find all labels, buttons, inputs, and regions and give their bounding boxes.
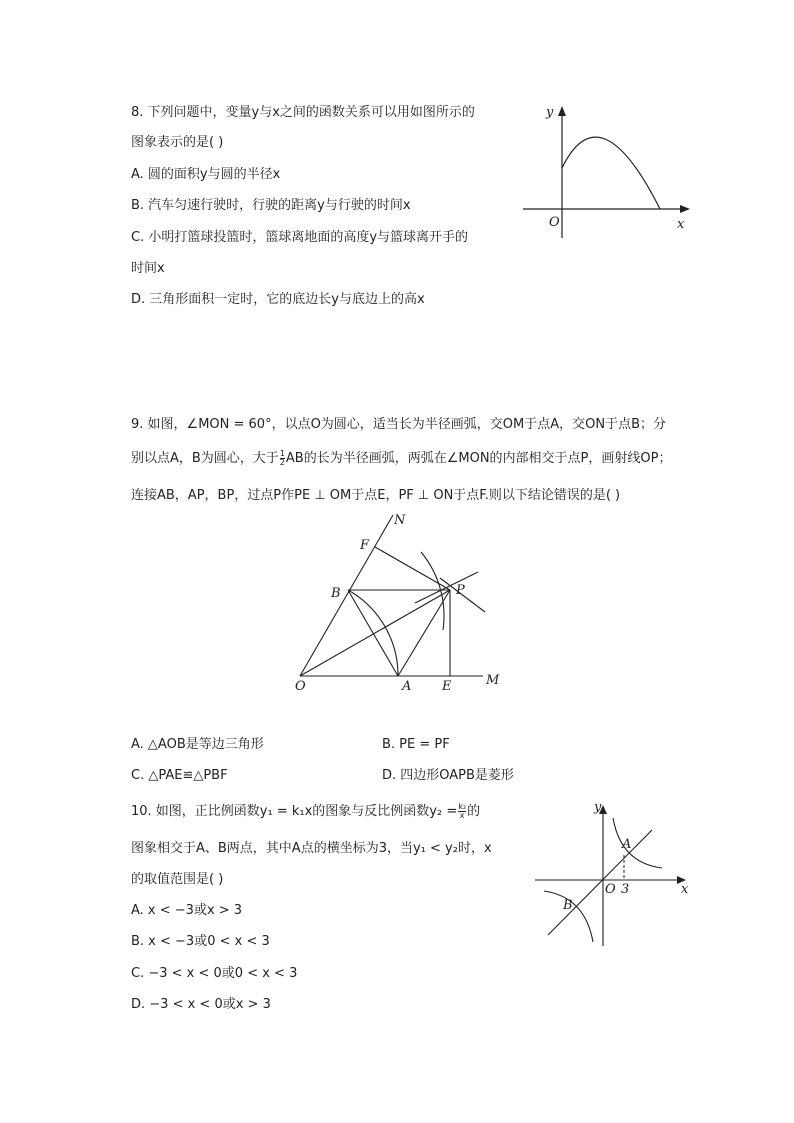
- q9-label-n: N: [394, 513, 406, 528]
- q8-option-c-cont: 时间x: [131, 261, 165, 276]
- q9-line-1: 9. 如图，∠MON = 60°，以点O为圆心，适当长为半径画弧，交OM于点A，交ON于点B；分: [131, 417, 667, 432]
- q8-option-c: C. 小明打篮球投篮时，篮球离地面的高度y与篮球离开手的: [131, 230, 469, 245]
- q10-line-1-b: 的: [467, 804, 481, 819]
- q9-label-e: E: [442, 679, 452, 694]
- q8-line-2: 图象表示的是( ): [131, 135, 224, 150]
- q9-line-3: 连接AB，AP，BP，过点P作PE ⊥ OM于点E，PF ⊥ ON于点F.则以下结论错误的是( ): [131, 488, 621, 503]
- q9-label-f: F: [360, 538, 370, 553]
- q10-frac-num: k₂: [458, 802, 467, 811]
- q10-option-b: B. x < −3或0 < x < 3: [131, 934, 270, 949]
- q10-y-label: y: [594, 800, 602, 815]
- q10-x-label: x: [681, 882, 689, 897]
- q8-x-label: x: [677, 217, 685, 232]
- q9-frac-den: 2: [279, 458, 285, 467]
- q9-option-b: B. PE = PF: [382, 737, 450, 752]
- q8-origin-label: O: [549, 215, 560, 230]
- q8-option-d: D. 三角形面积一定时，它的底边长y与底边上的高x: [131, 292, 425, 307]
- q9-label-a: A: [402, 679, 412, 694]
- q9-line-2-a: 别以点A，B为圆心，大于: [131, 451, 279, 466]
- q10-option-c: C. −3 < x < 0或0 < x < 3: [131, 966, 298, 981]
- q9-label-p: P: [456, 583, 465, 598]
- q9-option-d: D. 四边形OAPB是菱形: [382, 768, 514, 783]
- q8-option-b: B. 汽车匀速行驶时，行驶的距离y与行驶的时间x: [131, 198, 411, 213]
- q10-frac-den: x: [459, 811, 465, 820]
- q10-proportional-line: [548, 830, 652, 935]
- q10-hyperbola-q1: [613, 818, 662, 868]
- q9-option-a: A. △AOB是等边三角形: [131, 737, 264, 752]
- q10-line-2: 图象相交于A、B两点，其中A点的横坐标为3，当y₁ < y₂时，x: [131, 841, 492, 856]
- q10-line-3: 的取值范围是( ): [131, 872, 224, 887]
- q9-label-b: B: [331, 586, 341, 601]
- q9-option-c: C. △PAE≌△PBF: [131, 768, 228, 783]
- q9-label-o: O: [295, 679, 306, 694]
- q10-line-1-a: 10. 如图，正比例函数y₁ = k₁x的图象与反比例函数y₂ =: [131, 804, 458, 819]
- q9-label-m: M: [486, 673, 500, 688]
- q8-option-a: A. 圆的面积y与圆的半径x: [131, 167, 281, 182]
- q9-line-2-b: AB的长为半径画弧，两弧在∠MON的内部相交于点P，画射线OP；: [285, 451, 672, 466]
- q8-line-1: 8. 下列问题中，变量y与x之间的函数关系可以用如图所示的: [131, 105, 475, 120]
- q8-y-label: y: [546, 105, 554, 120]
- q10-point-a-label: A: [622, 837, 632, 852]
- q10-option-d: D. −3 < x < 0或x > 3: [131, 997, 271, 1012]
- q9-frac-num: 1: [279, 449, 285, 458]
- q10-point-b-label: B: [563, 898, 573, 913]
- q10-tick-3: 3: [621, 882, 630, 897]
- q10-origin-label: O: [605, 882, 616, 897]
- q10-option-a: A. x < −3或x > 3: [131, 903, 243, 918]
